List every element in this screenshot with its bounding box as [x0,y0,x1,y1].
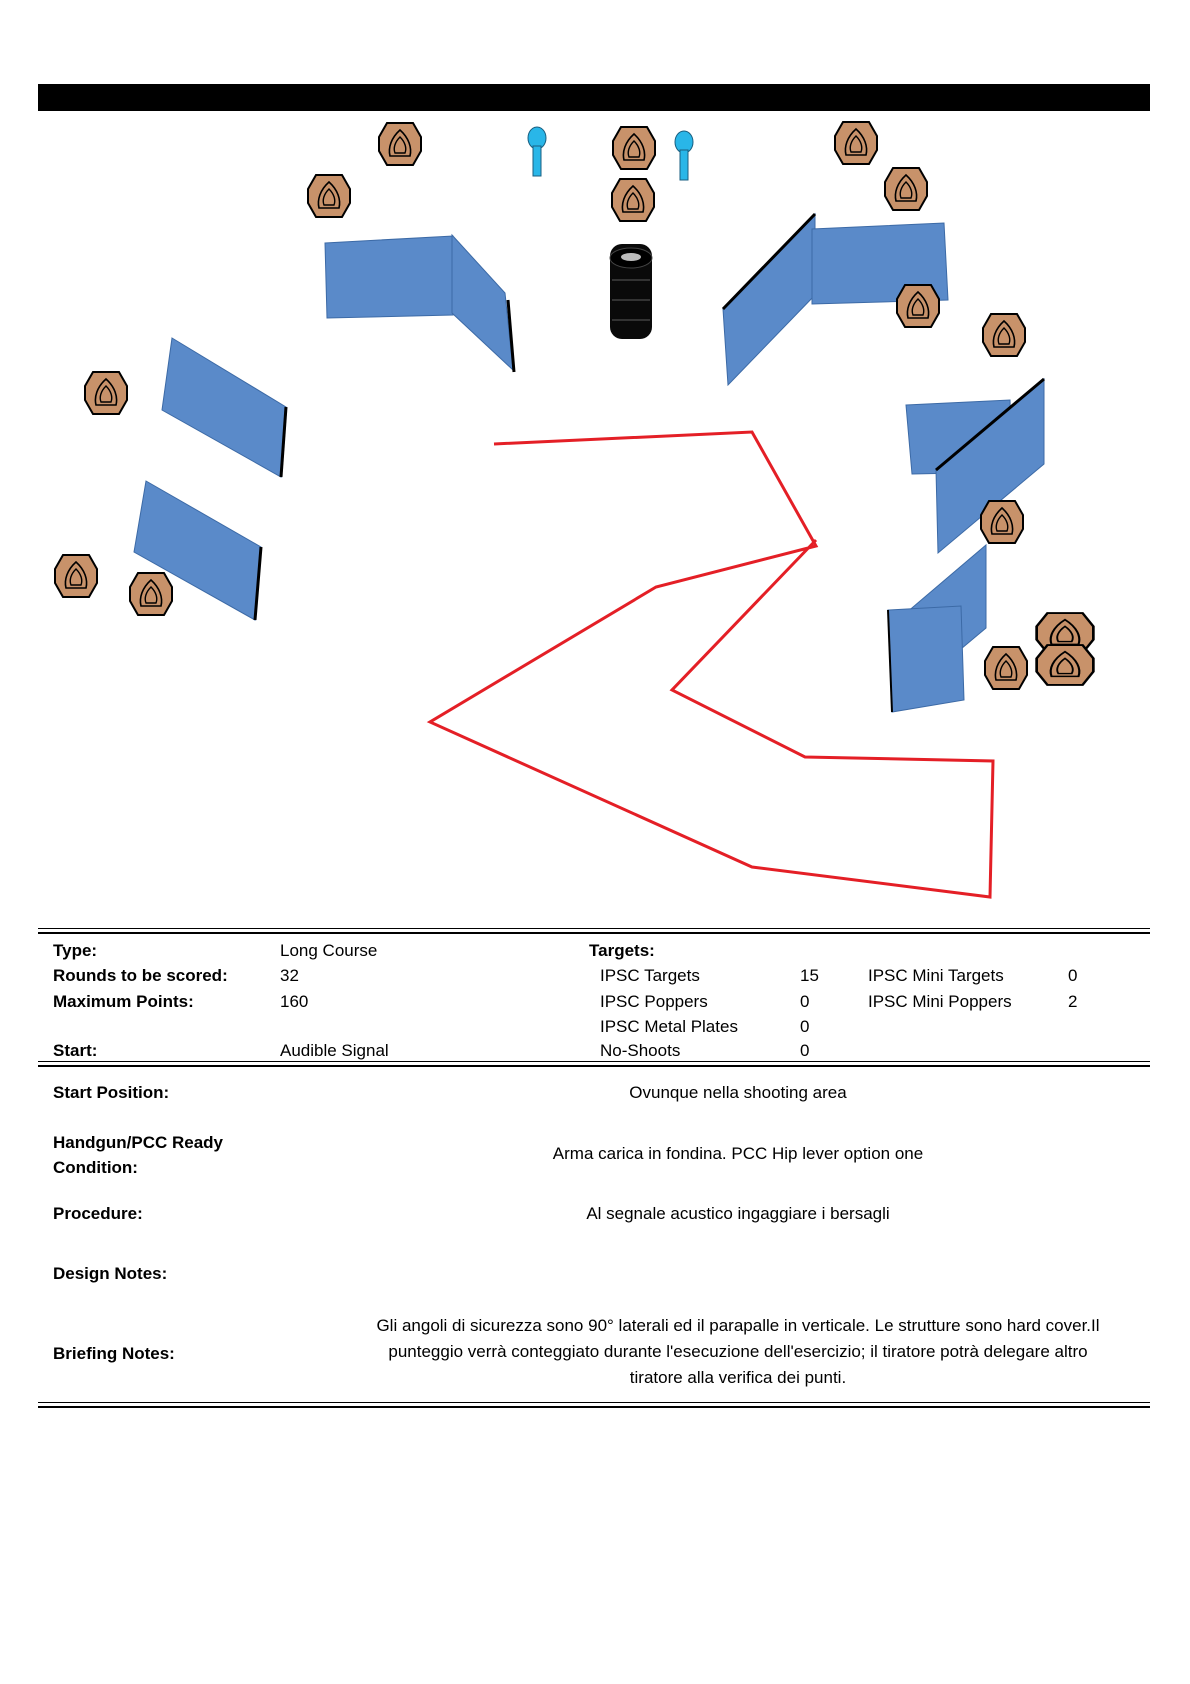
mini-target-type-label: IPSC Mini Targets [868,966,1004,985]
stage-info [38,928,1150,1408]
target-type-count: 0 [800,1041,810,1060]
details-block [38,1067,1150,1402]
mini-popper [528,127,546,176]
target [308,175,350,217]
target [55,555,97,597]
targets-label: Targets: [589,941,655,960]
rounds-label: Rounds to be scored: [53,966,228,985]
target [897,285,939,327]
target-type-label: IPSC Metal Plates [600,1017,738,1036]
briefing-notes-line-2: punteggio verrà conteggiato durante l'esecuzione dell'esercizio; il tiratore potrà delegare altro [388,1342,1088,1361]
target-type-label: IPSC Poppers [600,992,708,1011]
rounds-value: 32 [280,966,299,985]
ready-condition-label-line-1: Handgun/PCC Ready [53,1133,224,1152]
mini-poppers [528,127,693,180]
start-label: Start: [53,1041,98,1060]
target [85,372,127,414]
target [835,122,877,164]
divider [38,1402,1150,1408]
wall [325,236,453,318]
mini-target-type-count: 0 [1068,966,1078,985]
start-value: Audible Signal [280,1041,389,1060]
stage-diagram [0,112,1190,912]
tire-stack [610,244,652,339]
start-position-label: Start Position: [53,1083,170,1102]
target [985,647,1027,689]
target [981,501,1023,543]
target [612,179,654,221]
points-label: Maximum Points: [53,992,194,1011]
target [130,573,172,615]
ready-condition-value: Arma carica in fondina. PCC Hip lever option one [552,1144,924,1163]
wall [452,235,513,370]
briefing-notes-line-1: Gli angoli di sicurezza sono 90° laterali ed il parapalle in verticale. Le strutture sono hard cover.Il [376,1316,1100,1335]
mini-target-type-count: 2 [1068,992,1078,1011]
start-position-value: Ovunque nella shooting area [629,1083,847,1102]
mini-popper [675,131,693,180]
wall [723,214,815,385]
mini-target-type-label: IPSC Mini Poppers [868,992,1012,1011]
procedure-value: Al segnale acustico ingaggiare i bersagli [586,1204,890,1223]
target-type-label: IPSC Targets [600,966,700,985]
target [1037,645,1094,685]
stage-title-bar [38,84,1150,111]
target-type-count: 0 [800,992,810,1011]
briefing-notes-label: Briefing Notes: [53,1344,175,1363]
target [983,314,1025,356]
target [885,168,927,210]
design-notes-label: Design Notes: [53,1264,168,1283]
target-type-count: 15 [800,966,819,985]
summary-block [38,934,1150,1061]
target-type-count: 0 [800,1017,810,1036]
briefing-notes-line-3: tiratore alla verifica dei punti. [629,1368,847,1387]
wall [162,338,286,477]
points-value: 160 [280,992,309,1011]
procedure-label: Procedure: [53,1204,143,1223]
ready-condition-label-line-2: Condition: [53,1158,138,1177]
type-value: Long Course [280,941,378,960]
type-label: Type: [53,941,98,960]
wall [888,606,964,712]
target-type-label: No-Shoots [600,1041,681,1060]
target [379,123,421,165]
target [613,127,655,169]
